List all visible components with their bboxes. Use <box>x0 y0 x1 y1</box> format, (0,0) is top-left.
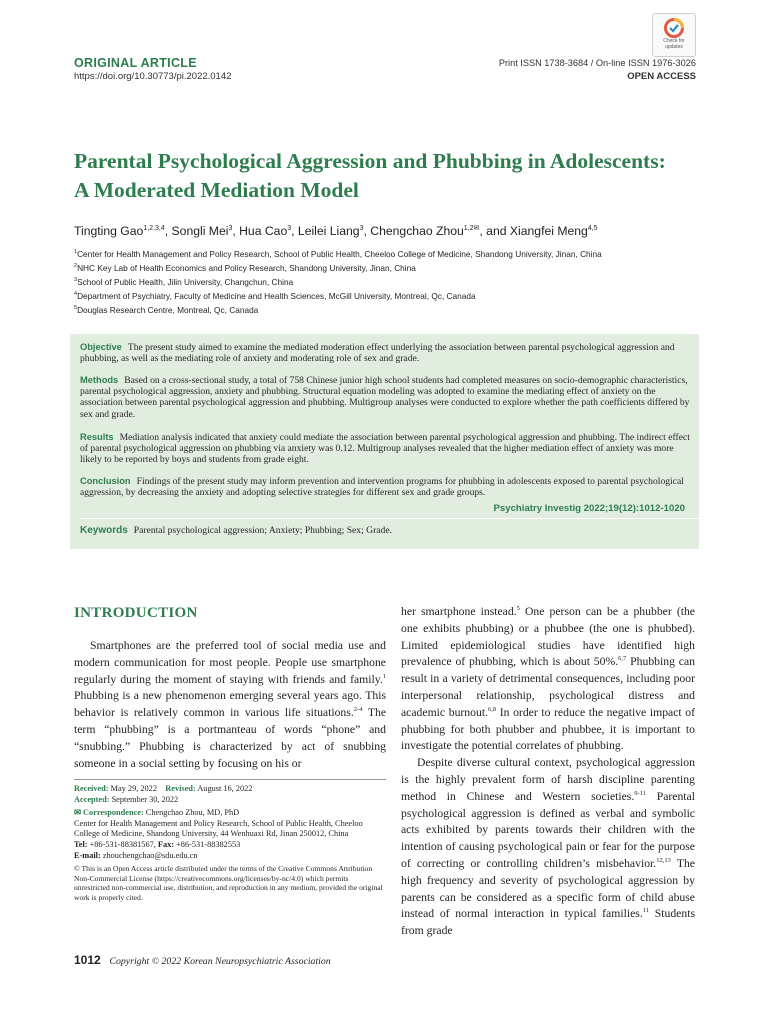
envelope-icon: ✉ <box>74 808 81 818</box>
affiliation-item <box>74 246 714 260</box>
text-run: Smartphones are the preferred tool of social media use and modern communication for most people. People use smartphone regularly during the moment of staying with friends and family. <box>74 639 386 686</box>
keywords-row <box>80 525 690 536</box>
check-for-updates-badge[interactable] <box>652 13 696 57</box>
abstract-objective <box>80 342 690 364</box>
received-label: Received: <box>74 784 109 793</box>
author-name: Leilei Liang <box>297 224 360 239</box>
article-title <box>74 147 714 205</box>
affiliation-item <box>74 288 714 302</box>
check-for-updates-icon <box>664 18 684 38</box>
methods-label: Methods <box>80 375 119 385</box>
correspondence-block <box>74 808 386 861</box>
received-date: May 29, 2022 <box>110 784 157 793</box>
affiliation-sup: 5 <box>74 305 78 312</box>
citation-sup[interactable]: 2-4 <box>353 706 363 714</box>
badge-text-2: updates <box>665 44 683 50</box>
accepted-label: Accepted: <box>74 794 110 804</box>
intro-paragraph-1 <box>74 638 386 772</box>
badge-text-1: Check for <box>663 38 685 44</box>
open-access-label: OPEN ACCESS <box>627 71 696 82</box>
keywords-divider <box>80 518 699 519</box>
affiliation-sup: 4 <box>74 291 78 298</box>
affiliation-item <box>74 302 714 316</box>
author-separator: , <box>164 224 172 239</box>
author-affiliation-sup: 3 <box>359 225 364 232</box>
text-run: In order to reduce the negative impact of phubbing for both phubber and phubbee, it is important to investigate the potential correlates of phubbing. <box>401 705 695 753</box>
author-affiliation-sup: 1,2,3,4 <box>143 225 165 232</box>
results-label: Results <box>80 432 114 442</box>
abstract-box <box>70 334 699 549</box>
citation-sup[interactable]: 6,7 <box>618 655 627 663</box>
author-separator: , <box>363 224 371 239</box>
text-run: Despite diverse cultural context, psychological aggression is the highly prevalent form of harsh discipline parenting method in Chinese and Western societies. <box>401 756 695 803</box>
text-run: Parental psychological aggression is defined as verbal and symbolic acts exhibited by parents towards their children with the intention of causing psychological pain or fear for the purpose of correcting or controlling children’s misbehavior. <box>401 789 695 870</box>
title-line-1: Parental Psychological Aggression and Phubbing in Adolescents: <box>74 149 666 173</box>
intro-paragraph-2 <box>401 755 695 940</box>
affiliation-item <box>74 274 714 288</box>
author-separator: , and <box>479 224 510 239</box>
email-label: E-mail: <box>74 850 101 860</box>
text-run: her smartphone instead. <box>401 605 517 618</box>
accepted-line <box>74 795 386 806</box>
corresponding-author-envelope-icon[interactable]: ✉ <box>473 225 480 232</box>
text-run: The high frequency and severity of psychological aggression by parents can be considered as a specific form of child abuse instead of normal interaction in typical families. <box>401 856 695 921</box>
email-address[interactable]: zhouchengchao@sdu.edu.cn <box>102 850 198 860</box>
text-run: The term “phubbing” is a portmanteau of words “phone” and “snubbing.” Phubbing is characterized by act of snubbing someone in a social setting by focusing on his or <box>74 706 387 770</box>
issn: Print ISSN 1738-3684 / On-line ISSN 1976-3026 <box>498 58 696 68</box>
intro-paragraph-1-cont <box>401 604 695 755</box>
affiliation-text: Center for Health Management and Policy Research, School of Public Health, Cheeloo College of Medicine, Shandong University, Jinan, China <box>77 248 602 259</box>
author-affiliation-sup: 3 <box>287 225 292 232</box>
affiliation-item <box>74 260 714 274</box>
fax-number: +86-531-88382553 <box>176 839 241 849</box>
affiliation-sup: 1 <box>74 249 78 255</box>
copyright-notice: Copyright © 2022 Korean Neuropsychiatric Association <box>109 956 331 967</box>
affiliation-text: Department of Psychiatry, Faculty of Medicine and Health Sciences, McGill University, Montreal, Qc, Canada <box>77 290 476 301</box>
conclusion-label: Conclusion <box>80 476 131 486</box>
citation-sup[interactable]: 11 <box>642 907 650 915</box>
correspondence-line <box>74 808 386 819</box>
title-line-2: A Moderated Mediation Model <box>74 178 359 202</box>
abstract-results <box>80 432 690 466</box>
author-name: Tingting Gao <box>74 224 144 239</box>
author-name: Hua Cao <box>239 224 288 239</box>
affiliation-text: Douglas Research Centre, Montreal, Qc, Canada <box>77 305 259 316</box>
text-run: One person can be a phubber (the one exhibits phubbing) or a phubbee (the one is phubbed). Limited epidemiological studies have identified high prevalence of phubbing, which is about 50%. <box>401 605 695 669</box>
correspondence-name: Chengchao Zhou, MD, PhD <box>145 808 240 818</box>
author-affiliation-sup: 1,2 <box>463 225 474 232</box>
objective-label: Objective <box>80 342 122 352</box>
text-run: Phubbing is a new phenomenon emerging several years ago. This behavior is relatively common in various life situations. <box>74 689 386 720</box>
introduction-heading: INTRODUCTION <box>74 605 198 621</box>
affiliation-list <box>74 246 714 316</box>
citation-sup[interactable]: 9-11 <box>634 789 646 797</box>
affiliation-sup: 2 <box>74 263 78 270</box>
footnote-divider <box>74 779 386 780</box>
tel-label: Tel: <box>74 839 88 849</box>
author-affiliation-sup: 3 <box>228 225 233 232</box>
article-type: ORIGINAL ARTICLE <box>74 56 197 70</box>
results-text: Mediation analysis indicated that anxiety could mediate the association between parental psychological aggression and phubbing. The indirect effect of parental psychological aggression on phubbing via anxiety was 0.12. Multigroup analyses revealed that the higher mediation effect of anxiety was more likely to be reported by boys and students from grade eight. <box>80 432 690 466</box>
abstract-conclusion <box>80 476 690 498</box>
contact-phone-line <box>74 840 386 851</box>
keywords-label: Keywords <box>80 525 128 536</box>
author-list <box>74 221 714 239</box>
revised-label: Revised: <box>165 784 196 793</box>
citation-sup[interactable]: 1 <box>382 672 386 680</box>
author-affiliation-sup: 4,5 <box>587 225 598 232</box>
text-run: Phubbing can result in a variety of detrimental consequences, including poor interpersonal relationship, psychological distress and academic burnout. <box>401 655 695 719</box>
left-column-text <box>74 638 386 772</box>
author-name: Xiangfei Meng <box>509 224 588 239</box>
correspondence-label: Correspondence: <box>83 808 144 818</box>
journal-citation: Psychiatry Investig 2022;19(12):1012-1020 <box>493 503 685 514</box>
text-run: Students from grade <box>401 907 696 938</box>
revised-date: August 16, 2022 <box>197 784 253 793</box>
author-separator: , <box>232 224 240 239</box>
methods-text: Based on a cross-sectional study, a total of 758 Chinese junior high school students had completed measures on socio-demographic characteristics, parental psychological aggression, anxiety and phubbing. Structural equation modeling was adopted to examine the mediating effect of anxiety on the association between parental psychological aggression and phubbing. Multigroup analyses were conducted to explore whether the path coefficients differed by sex and grade. <box>80 375 690 420</box>
citation-sup[interactable]: 12,13 <box>656 857 671 865</box>
page-footer <box>74 953 331 967</box>
citation-sup[interactable]: 6,8 <box>488 705 497 713</box>
page-number: 1012 <box>74 953 101 967</box>
received-line <box>74 784 386 795</box>
keywords-text: Parental psychological aggression; Anxiety; Phubbing; Sex; Grade. <box>133 525 392 536</box>
abstract-methods <box>80 375 690 420</box>
citation-sup[interactable]: 5 <box>516 605 520 613</box>
doi-link[interactable]: https://doi.org/10.30773/pi.2022.0142 <box>74 71 232 82</box>
author-name: Songli Mei <box>171 224 229 239</box>
affiliation-text: School of Public Health, Jilin University, Changchun, China <box>77 276 294 287</box>
author-separator: , <box>291 224 298 239</box>
affiliation-text: NHC Key Lab of Health Economics and Policy Research, Shandong University, Jinan, China <box>77 262 416 273</box>
fax-label: Fax: <box>157 839 175 849</box>
tel-number: +86-531-88381567, <box>89 839 156 849</box>
affiliation-sup: 3 <box>74 277 78 284</box>
right-column-text <box>401 604 695 940</box>
accepted-date: September 30, 2022 <box>111 794 179 804</box>
objective-text: The present study aimed to examine the mediated moderation effect underlying the association between parental psychological aggression and phubbing, as well as the mediating role of anxiety and moderating role of sex and grade. <box>80 342 675 365</box>
conclusion-text: Findings of the present study may inform prevention and intervention programs for phubbing in adolescents exposed to parental psychological aggression, by decreasing the anxiety and adopting selective strategies for different sex and grade groups. <box>80 476 684 499</box>
license-notice: © This is an Open Access article distributed under the terms of the Creative Commons Attribution Non-Commercial License (https://creativecommons.org/licenses/by-nc/4.0) which permits unrestricted non-commercial use, distribution, and reproduction in any medium, provided the original work is properly cited. <box>74 864 383 902</box>
author-name: Chengchao Zhou <box>370 224 464 239</box>
email-line <box>74 851 386 862</box>
correspondence-address: Center for Health Management and Policy Research, School of Public Health, Cheeloo College of Medicine, Shandong University, 44 Wenhuaxi Rd, Jinan 250012, China <box>74 818 363 839</box>
footnote-block <box>74 784 386 902</box>
